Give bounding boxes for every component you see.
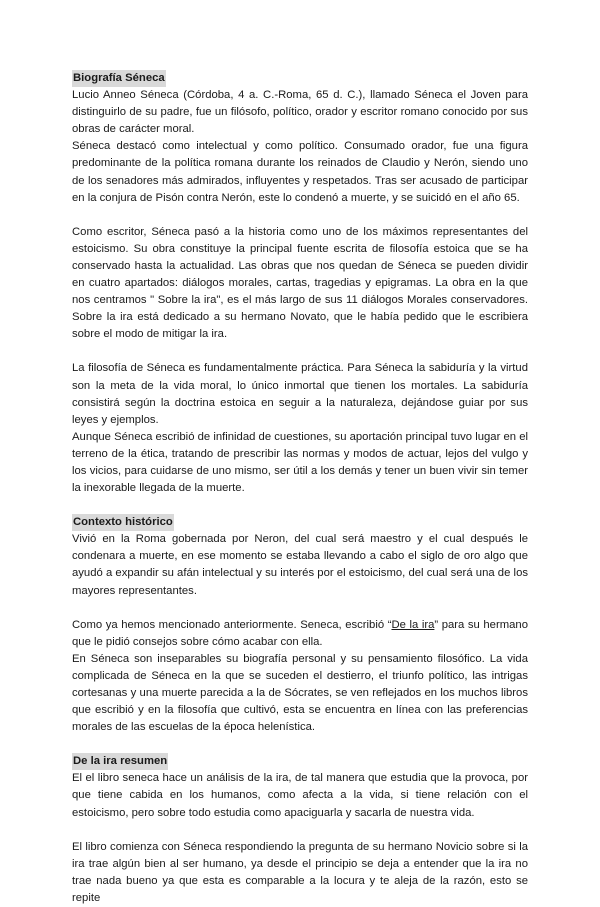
paragraph-gap	[72, 736, 528, 753]
text-before-link: Como ya hemos mencionado anteriormente. Seneca, escribió “	[72, 618, 392, 631]
paragraph: Séneca destacó como intelectual y como político. Consumado orador, fue una figura predominante de la política romana durante los reinados de Claudio y Nerón, siendo uno de los senadores más admirados, influyentes y respetados. Tras ser acusado de participar en la conjura de Pisón contra Nerón, este lo condenó a muerte, y se suicidó en el año 65.	[72, 140, 528, 204]
paragraph: El el libro seneca hace un análisis de la ira, de tal manera que estudia que la provoca, por que tiene cabida en los humanos, como afecta a la vida, si tiene relación con el estoicismo, pero sobre todo estudia como apaciguarla y sacarla de nuestra vida.	[72, 772, 528, 819]
paragraph-with-link	[72, 617, 528, 651]
heading-contexto: Contexto histórico	[72, 514, 174, 531]
paragraph: En Séneca son inseparables su biografía personal y su pensamiento filosófico. La vida complicada de Séneca en la que se suceden el destierro, el triunfo político, las intrigas cortesanas y una muerte parecida a la de Sócrates, se ven reflejados en los muchos libros que escribió y en la filosofía que cultivó, esta se encuentra en línea con las preferencias morales de las escuelas de la época helenística.	[72, 652, 528, 734]
paragraph: La filosofía de Séneca es fundamentalmente práctica. Para Séneca la sabiduría y la virtud son la meta de la vida moral, lo único inmortal que tienen los mortales. La sabiduría consistirá según la doctrina estoica en seguir a la naturaleza, dejándose guiar por sus leyes y ejemplos.	[72, 362, 528, 426]
paragraph: Como escritor, Séneca pasó a la historia como uno de los máximos representantes del estoicismo. Su obra constituye la principal fuente escrita de filosofía estoica que se ha conservado hasta la actualidad. Las obras que nos quedan de Séneca se pueden dividir en cuatro apartados: diálogos morales, cartas, tragedias y epigramas. La obra en la que nos centramos " Sobre la ira", es el más largo de sus 11 diálogos Morales conservadores. Sobre la ira está dedicado a su hermano Novato, que le había pedido que le escribiera sobre el modo de mitigar la ira.	[72, 225, 528, 341]
heading-resumen: De la ira resumen	[72, 753, 168, 770]
paragraph-gap	[72, 497, 528, 514]
document-page	[72, 70, 528, 907]
paragraph-gap	[72, 822, 528, 839]
text-after-link: ” para su hermano que le pidió consejos sobre cómo acabar con ella.	[72, 618, 528, 648]
paragraph-gap	[72, 343, 528, 360]
paragraph: Lucio Anneo Séneca (Córdoba, 4 a. C.-Roma, 65 d. C.), llamado Séneca el Joven para distinguirlo de su padre, fue un filósofo, político, orador y escritor romano conocido por sus obras de carácter moral.	[72, 89, 528, 136]
paragraph-gap	[72, 207, 528, 224]
heading-biografia: Biografía Séneca	[72, 70, 166, 87]
paragraph-gap	[72, 600, 528, 617]
paragraph: El libro comienza con Séneca respondiendo la pregunta de su hermano Novicio sobre si la ira trae algún bien al ser humano, ya desde el principio se deja a entender que la ira no trae nada bueno ya que esta es comparable a la locura y te aleja de la razón, esto se repite	[72, 840, 528, 904]
de-la-ira-link[interactable]: De la ira	[391, 618, 435, 631]
paragraph: Aunque Séneca escribió de infinidad de cuestiones, su aportación principal tuvo lugar en el terreno de la ética, tratando de prescribir las normas y modos de actuar, lejos del vulgo y los vicios, para cuidarse de uno mismo, ser útil a los demás y tener un buen vivir sin temer la inexorable llegada de la muerte.	[72, 430, 528, 495]
paragraph: Vivió en la Roma gobernada por Neron, del cual será maestro y el cual después le condenara a muerte, en ese momento se estaba llevando a cabo el siglo de oro algo que ayudó a expandir su afán intelectual y su interés por el estoicismo, del cual será una de los mayores representantes.	[72, 533, 528, 597]
